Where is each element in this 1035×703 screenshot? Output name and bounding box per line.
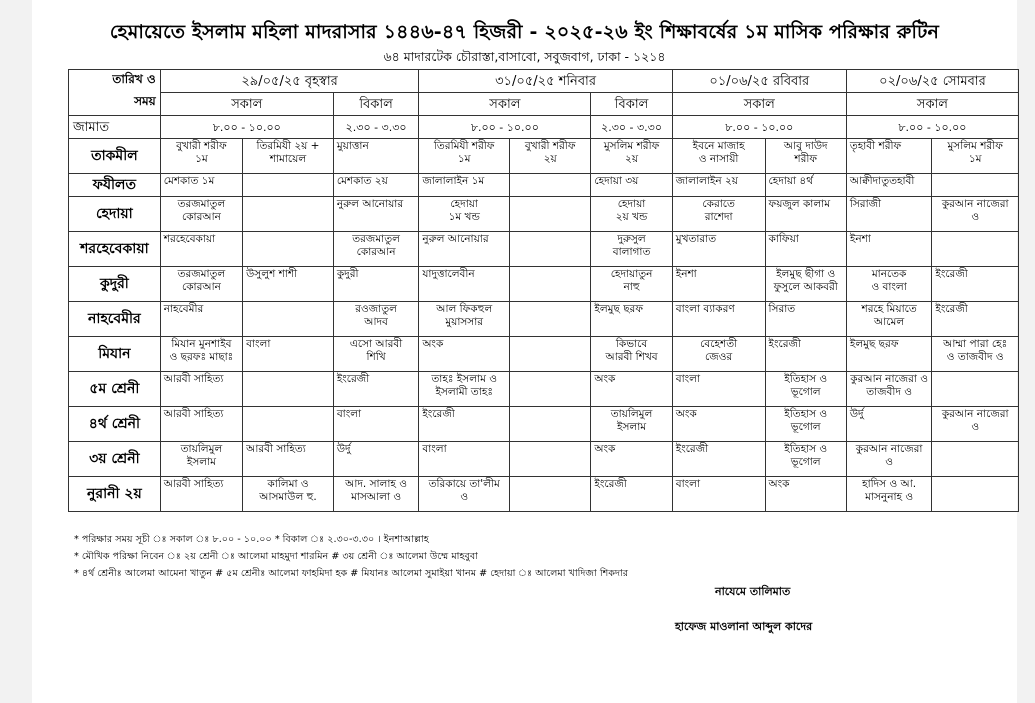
subject-cell: কালিমা ও আসমাউল হু.: [243, 477, 334, 512]
session-header: বিকাল: [333, 93, 419, 116]
subject-cell: ইলমুছ ছরফ: [591, 302, 672, 337]
subject-cell: অংক: [765, 477, 846, 512]
subject-cell: আরবী সাহিত্য: [243, 442, 334, 477]
time-header: ৮.০০ - ১০.০০: [846, 116, 1018, 139]
table-row: [69, 442, 1019, 477]
class-name-cell: তাকমীল: [69, 139, 161, 174]
corner-cell: [69, 70, 161, 116]
subject-cell: আরবী সাহিত্য: [160, 407, 242, 442]
corner-time-label: সময়: [134, 94, 156, 108]
subject-cell: [932, 232, 1019, 267]
subject-cell: কুরআন নাজেরা ও: [932, 407, 1019, 442]
subject-cell: হেদায়া ২য় খন্ড: [591, 197, 672, 232]
subject-cell: নুরুল আনোয়ার: [419, 232, 510, 267]
note-line: * পরিক্ষার সময় সূচী ঃ সকাল ঃ ৮.০০ - ১০.০০ * বিকাল ঃ ২.৩০-৩.৩০ । ইনশাআল্লাহ: [74, 534, 429, 545]
subject-cell: শরহে মিয়াতে আমেল: [846, 302, 932, 337]
class-name-cell: নুরানী ২য়: [69, 477, 161, 512]
subject-cell: ইংরেজী: [932, 267, 1019, 302]
subject-cell: জালালাইন ২য়: [672, 174, 765, 197]
note-line: * মৌখিক পরিক্ষা নিবেন ঃ ২য় শ্রেনী ঃ আলেমা মাহমুদা শারমিন # ৩য় শ্রেনী ঃ আলেমা উম্মে মাহবুবা: [74, 551, 478, 562]
subject-cell: [243, 232, 334, 267]
time-header: ২.৩০ - ৩.৩০: [591, 116, 672, 139]
subject-cell: যাদুত্তালেবীন: [419, 267, 510, 302]
subject-cell: তাহঃ ইসলাম ও ইসলামী তাহঃ: [419, 372, 510, 407]
date-header-2: ৩১/০৫/২৫ শনিবার: [419, 70, 672, 93]
subject-cell: ইংরেজী: [333, 372, 419, 407]
table-row: [69, 267, 1019, 302]
session-header: সকাল: [419, 93, 591, 116]
subject-cell: তিরমিযী ২য় + শামায়েল: [243, 139, 334, 174]
subject-cell: উর্দু: [846, 407, 932, 442]
subject-cell: ইংরেজী: [672, 442, 765, 477]
subject-cell: নুরুল আনোয়ার: [333, 197, 419, 232]
subject-cell: বাংলা: [672, 477, 765, 512]
subject-cell: কুরআন নাজেরা ও: [932, 197, 1019, 232]
table-row: [69, 407, 1019, 442]
subject-cell: কেরাতে রাশেদা: [672, 197, 765, 232]
subject-cell: [510, 372, 591, 407]
subject-cell: উর্দু: [333, 442, 419, 477]
table-row: [69, 197, 1019, 232]
table-row: [69, 139, 1019, 174]
subject-cell: অংক: [672, 407, 765, 442]
class-name-cell: কুদুরী: [69, 267, 161, 302]
session-header: সকাল: [672, 93, 846, 116]
subject-cell: বাংলা ব্যাকরণ: [672, 302, 765, 337]
subject-cell: [510, 232, 591, 267]
subject-cell: আদ. সালাহ ও মাসআলা ও: [333, 477, 419, 512]
class-name-cell: ৫ম শ্রেনী: [69, 372, 161, 407]
subject-cell: অংক: [419, 337, 510, 372]
time-header: ৮.০০ - ১০.০০: [672, 116, 846, 139]
subject-cell: তরজমাতুল কোরআন: [333, 232, 419, 267]
subject-cell: হেদায়া ১ম খন্ড: [419, 197, 510, 232]
subject-cell: আরবী সাহিত্য: [160, 372, 242, 407]
subject-cell: [510, 477, 591, 512]
subject-cell: সিরাজী: [846, 197, 932, 232]
subject-cell: মুসলিম শরীফ ২য়: [591, 139, 672, 174]
subject-cell: [243, 174, 334, 197]
subject-cell: তৃহাবী শরীফ: [846, 139, 932, 174]
page-title: হেমায়েতে ইসলাম মহিলা মাদরাসার ১৪৪৬-৪৭ হিজরী - ২০২৫-২৬ ইং শিক্ষাবর্ষের ১ম মাসিক পরিক্ষার রুটিন: [109, 21, 940, 43]
table-row: [69, 174, 1019, 197]
note-line: * ৪র্থ শ্রেনীঃ আলেমা আমেনা খাতুন # ৫ম শ্রেনীঃ আলেমা ফাহমিদা হক # মিযানঃ আলেমা সুমাইয়া খানম # হেদায়া ঃ আলেমা খাদিজা শিকদার: [74, 568, 629, 579]
routine-body: [69, 139, 1019, 512]
table-row: [69, 232, 1019, 267]
subject-cell: তরিকায়ে তা'লীম ও: [419, 477, 510, 512]
date-header-3: ০১/০৬/২৫ রবিবার: [672, 70, 846, 93]
signature-designation: নাযেমে তালিমাত: [715, 585, 791, 598]
subject-cell: তরজমাতুল কোরআন: [160, 267, 242, 302]
subject-cell: বাংলা: [243, 337, 334, 372]
class-name-cell: নাহবেমীর: [69, 302, 161, 337]
subject-cell: [932, 372, 1019, 407]
subject-cell: ইংরেজী: [932, 302, 1019, 337]
subject-cell: মানতেক ও বাংলা: [846, 267, 932, 302]
address-line: ৬৪ মাদারটেক চৌরাস্তা,বাসাবো, সবুজবাগ, ঢাকা - ১২১৪: [383, 49, 666, 64]
subject-cell: মিযান মুনশাইব ও ছরফঃ মাছাঃ: [160, 337, 242, 372]
subject-cell: হেদায়া ৪র্থ: [765, 174, 846, 197]
subject-cell: [243, 197, 334, 232]
subject-cell: ইবনে মাজাহ ও নাসায়ী: [672, 139, 765, 174]
subject-cell: [932, 174, 1019, 197]
subject-cell: বাংলা: [333, 407, 419, 442]
subject-cell: মুয়াত্তান: [333, 139, 419, 174]
class-name-cell: ৩য় শ্রেনী: [69, 442, 161, 477]
time-header: ৮.০০ - ১০.০০: [160, 116, 333, 139]
subject-cell: [510, 197, 591, 232]
time-header: ২.৩০ - ৩.৩০: [333, 116, 419, 139]
subject-cell: বাংলা: [672, 372, 765, 407]
subject-cell: কুরআন নাজেরা ও তাজবীদ ও: [846, 372, 932, 407]
subject-cell: হেদায়া ৩য়: [591, 174, 672, 197]
subject-cell: ইংরেজী: [591, 477, 672, 512]
table-row: [69, 372, 1019, 407]
time-header: ৮.০০ - ১০.০০: [419, 116, 591, 139]
subject-cell: শরহেবেকায়া: [160, 232, 242, 267]
subject-cell: [510, 337, 591, 372]
subject-cell: ইংরেজী: [765, 337, 846, 372]
subject-cell: [243, 302, 334, 337]
subject-cell: কুদুরী: [333, 267, 419, 302]
subject-cell: বুখারী শরীফ ২য়: [510, 139, 591, 174]
subject-cell: হেদায়াতুন নাহু: [591, 267, 672, 302]
corner-date-label: তারিখ ও: [112, 72, 156, 86]
subject-cell: তায়লিমুল ইসলাম: [591, 407, 672, 442]
subject-cell: মুসলিম শরীফ ১ম: [932, 139, 1019, 174]
subject-cell: ইলমুছ ছীগা ও ফুসুলে আকবরী: [765, 267, 846, 302]
class-name-cell: শরহেবেকায়া: [69, 232, 161, 267]
subject-cell: ইতিহাস ও ভূগোল: [765, 372, 846, 407]
subject-cell: অংক: [591, 372, 672, 407]
table-row: [69, 302, 1019, 337]
class-name-cell: ফযীলত: [69, 174, 161, 197]
subject-cell: ইতিহাস ও ভূগোল: [765, 442, 846, 477]
subject-cell: তায়লিমুল ইসলাম: [160, 442, 242, 477]
subject-cell: হাদিস ও আ. মাসনুনাহ ও: [846, 477, 932, 512]
subject-cell: [932, 442, 1019, 477]
subject-cell: [932, 477, 1019, 512]
subject-cell: উসুলুশ শাশী: [243, 267, 334, 302]
subject-cell: এসো আরবী শিখি: [333, 337, 419, 372]
subject-cell: রওজাতুল আদব: [333, 302, 419, 337]
jamat-label: জামাত: [69, 116, 161, 139]
subject-cell: অংক: [591, 442, 672, 477]
subject-cell: [510, 407, 591, 442]
subject-cell: তিরমিযী শরীফ ১ম: [419, 139, 510, 174]
subject-cell: [510, 267, 591, 302]
notes: [74, 531, 994, 582]
subject-cell: আক্বীদাতুতহাবী: [846, 174, 932, 197]
session-header: সকাল: [846, 93, 1018, 116]
subject-cell: সিরাত: [765, 302, 846, 337]
date-header-1: ২৯/০৫/২৫ বৃহস্বার: [160, 70, 419, 93]
subject-cell: ইংরেজী: [419, 407, 510, 442]
session-header: বিকাল: [591, 93, 672, 116]
class-name-cell: মিযান: [69, 337, 161, 372]
subject-cell: ইনশা: [846, 232, 932, 267]
subject-cell: [510, 302, 591, 337]
subject-cell: [243, 372, 334, 407]
date-header-4: ০২/০৬/২৫ সোমবার: [846, 70, 1018, 93]
subject-cell: [510, 174, 591, 197]
subject-cell: [510, 442, 591, 477]
subject-cell: কাফিয়া: [765, 232, 846, 267]
subject-cell: কুরআন নাজেরা ও: [846, 442, 932, 477]
subject-cell: বুখারী শরীফ ১ম: [160, 139, 242, 174]
table-row: [69, 337, 1019, 372]
document-sheet: [32, 0, 1017, 703]
class-name-cell: ৪র্থ শ্রেনী: [69, 407, 161, 442]
table-row: [69, 477, 1019, 512]
subject-cell: জালালাইন ১ম: [419, 174, 510, 197]
subject-cell: [243, 407, 334, 442]
subject-cell: আল ফিকহুল মুয়াসসার: [419, 302, 510, 337]
subject-cell: মেশকাত ২য়: [333, 174, 419, 197]
subject-cell: নাহবেমীর: [160, 302, 242, 337]
subject-cell: আরবী সাহিত্য: [160, 477, 242, 512]
subject-cell: ফয়জুল কালাম: [765, 197, 846, 232]
subject-cell: আম্মা পারা হেঃ ও তাজবীদ ও: [932, 337, 1019, 372]
subject-cell: বেহেশতী জেওর: [672, 337, 765, 372]
subject-cell: ইনশা: [672, 267, 765, 302]
subject-cell: বাংলা: [419, 442, 510, 477]
subject-cell: দুরুসুল বালাগাত: [591, 232, 672, 267]
exam-routine-table: [68, 69, 1019, 512]
subject-cell: কিভাবে আরবী শিখব: [591, 337, 672, 372]
subject-cell: মুখতারাত: [672, 232, 765, 267]
class-name-cell: হেদায়া: [69, 197, 161, 232]
signature-name: হাফেজ মাওলানা আব্দুল কাদের: [675, 620, 813, 633]
subject-cell: আবু দাউদ শরীফ: [765, 139, 846, 174]
subject-cell: ইতিহাস ও ভূগোল: [765, 407, 846, 442]
session-header: সকাল: [160, 93, 333, 116]
subject-cell: তরজমাতুল কোরআন: [160, 197, 242, 232]
subject-cell: মেশকাত ১ম: [160, 174, 242, 197]
subject-cell: ইলমুছ ছরফ: [846, 337, 932, 372]
